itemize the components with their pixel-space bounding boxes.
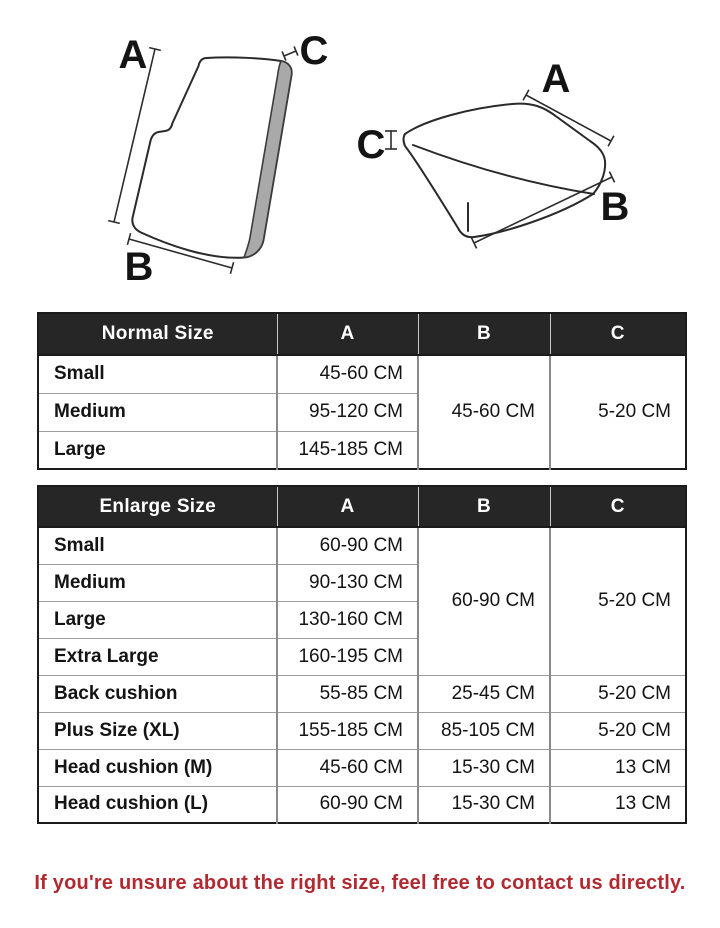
normal-col-a: A bbox=[277, 313, 418, 355]
head-cushion-l-c: 13 CM bbox=[550, 786, 686, 823]
enlarge-shared-c: 5-20 CM bbox=[550, 527, 686, 675]
head-cushion-m-b: 15-30 CM bbox=[418, 749, 550, 786]
measurement-diagrams bbox=[0, 0, 720, 300]
normal-row-medium-label: Medium bbox=[38, 393, 277, 431]
cover-dim-label-c: C bbox=[299, 29, 329, 73]
enlarge-row-medium-label: Medium bbox=[38, 564, 277, 601]
back-cushion-b: 25-45 CM bbox=[418, 675, 550, 712]
back-cushion-c: 5-20 CM bbox=[550, 675, 686, 712]
plus-size-b: 85-105 CM bbox=[418, 712, 550, 749]
head-cushion-l-b: 15-30 CM bbox=[418, 786, 550, 823]
enlarge-row-large-a: 130-160 CM bbox=[277, 601, 418, 638]
head-cushion-m-label: Head cushion (M) bbox=[38, 749, 277, 786]
cover-dim-c-line bbox=[284, 51, 296, 56]
cushion-dim-label-c: C bbox=[356, 123, 386, 167]
normal-row-large-a: 145-185 CM bbox=[277, 431, 418, 469]
enlarge-size-header-row bbox=[38, 486, 686, 527]
normal-size-table bbox=[37, 312, 687, 470]
head-cushion-l-label: Head cushion (L) bbox=[38, 786, 277, 823]
normal-row-small-a: 45-60 CM bbox=[277, 355, 418, 393]
normal-row-large-label: Large bbox=[38, 431, 277, 469]
plus-size-a: 155-185 CM bbox=[277, 712, 418, 749]
normal-row-medium-a: 95-120 CM bbox=[277, 393, 418, 431]
table-row bbox=[38, 675, 686, 712]
back-cushion-a: 55-85 CM bbox=[277, 675, 418, 712]
enlarge-col-b: B bbox=[418, 486, 550, 527]
table-row bbox=[38, 786, 686, 823]
enlarge-row-xlarge-a: 160-195 CM bbox=[277, 638, 418, 675]
enlarge-size-table bbox=[37, 485, 687, 824]
table-row bbox=[38, 749, 686, 786]
enlarge-size-title: Enlarge Size bbox=[38, 486, 277, 527]
cover-dim-label-b: B bbox=[124, 245, 154, 289]
enlarge-row-medium-a: 90-130 CM bbox=[277, 564, 418, 601]
cover-diagram bbox=[108, 29, 328, 289]
head-cushion-l-a: 60-90 CM bbox=[277, 786, 418, 823]
cover-dim-label-a: A bbox=[118, 33, 148, 77]
normal-size-header-row bbox=[38, 313, 686, 355]
normal-size-title: Normal Size bbox=[38, 313, 277, 355]
cushion-dim-label-a: A bbox=[541, 57, 571, 101]
head-cushion-m-a: 45-60 CM bbox=[277, 749, 418, 786]
table-row bbox=[38, 355, 686, 393]
plus-size-label: Plus Size (XL) bbox=[38, 712, 277, 749]
enlarge-shared-b: 60-90 CM bbox=[418, 527, 550, 675]
cushion-outline-shape bbox=[404, 104, 606, 238]
head-cushion-m-c: 13 CM bbox=[550, 749, 686, 786]
cushion-dim-a-tick-left bbox=[523, 90, 529, 101]
enlarge-col-c: C bbox=[550, 486, 686, 527]
normal-shared-c: 5-20 CM bbox=[550, 355, 686, 469]
cushion-diagram bbox=[357, 57, 630, 248]
normal-shared-b: 45-60 CM bbox=[418, 355, 550, 469]
enlarge-row-large-label: Large bbox=[38, 601, 277, 638]
plus-size-c: 5-20 CM bbox=[550, 712, 686, 749]
cushion-dim-label-b: B bbox=[600, 185, 630, 229]
normal-col-b: B bbox=[418, 313, 550, 355]
enlarge-row-small-label: Small bbox=[38, 527, 277, 564]
table-row bbox=[38, 712, 686, 749]
enlarge-row-small-a: 60-90 CM bbox=[277, 527, 418, 564]
back-cushion-label: Back cushion bbox=[38, 675, 277, 712]
cushion-dim-a-tick-right bbox=[608, 136, 614, 147]
enlarge-col-a: A bbox=[277, 486, 418, 527]
normal-row-small-label: Small bbox=[38, 355, 277, 393]
contact-note: If you're unsure about the right size, feel free to contact us directly. bbox=[34, 872, 686, 894]
table-row bbox=[38, 527, 686, 564]
normal-col-c: C bbox=[550, 313, 686, 355]
enlarge-row-xlarge-label: Extra Large bbox=[38, 638, 277, 675]
